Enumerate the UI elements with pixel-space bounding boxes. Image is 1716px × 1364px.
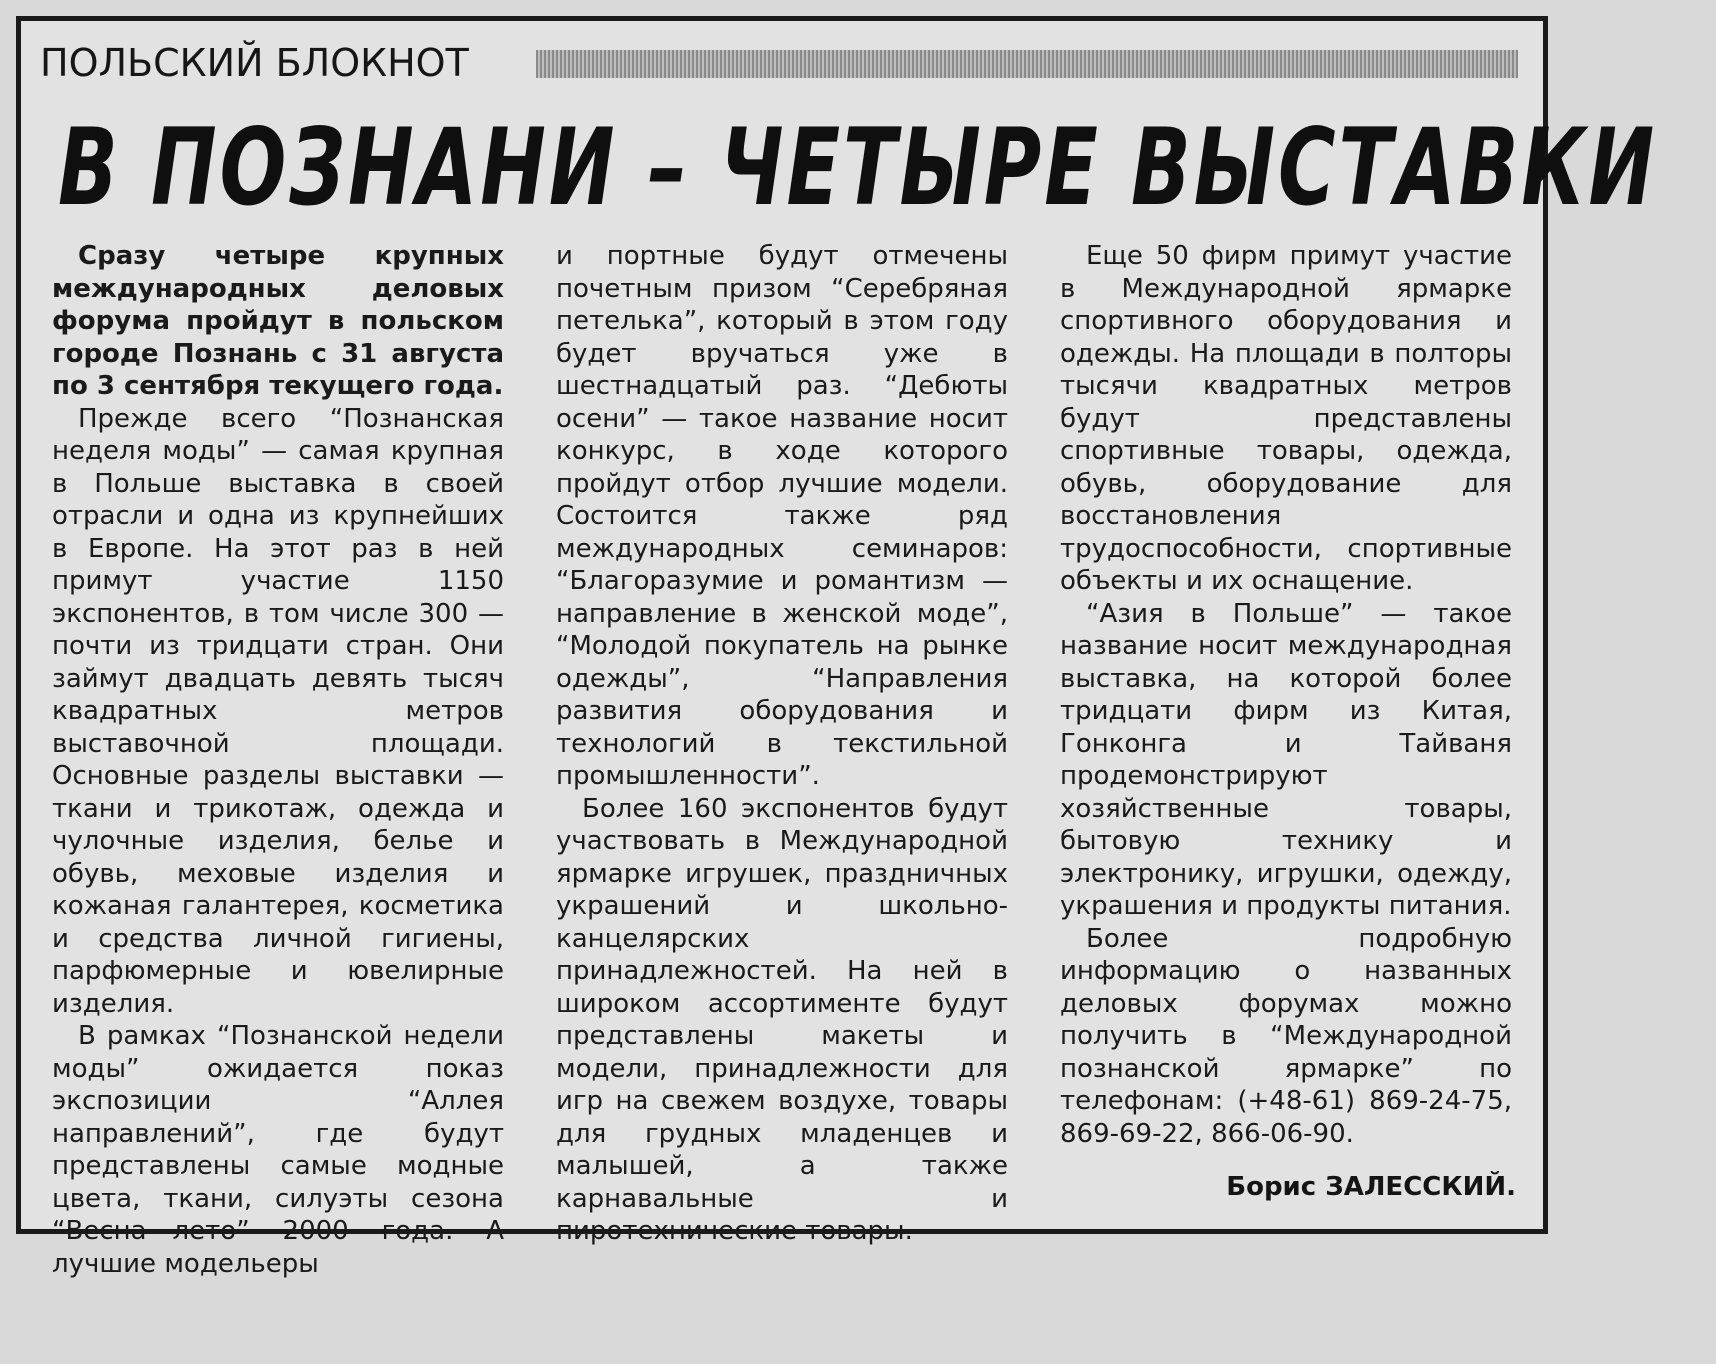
author-byline: Борис ЗАЛЕССКИЙ.	[1226, 1172, 1516, 1202]
paragraph-toys-fair: Более 160 экспонентов будут участвовать в Международной ярмарке игрушек, праздничных украшений и школьно-канцелярских принадлежностей. На ней в широком ассортименте будут представлены макеты и модели, принадлежности для игр на свежем воздухе, товары для грудных младенцев и малышей, а также карнавальные и пиротехнические товары.	[556, 793, 1008, 1246]
paragraph-fashion-week: Прежде всего “Познанская неделя моды” — самая крупная в Польше выставка в своей отрасли и одна из крупнейших в Европе. На этот раз в ней примут участие 1150 экспонентов, в том числе 300 — почти из тридцати стран. Они займут двадцать девять тысяч квадратных метров выставочной площади. Основные разделы выставки — ткани и трикотаж, одежда и чулочные изделия, белье и обувь, меховые изделия и кожаная галантерея, косметика и средства личной гигиены, парфюмерные и ювелирные изделия.	[52, 403, 504, 1019]
column-2	[556, 240, 1008, 1248]
paragraph-contact-info: Более подробную информацию о названных деловых форумах можно получить в “Международной познанской ярмарке” по телефонам: (+48-61) 869-24-75, 869-69-22, 866-06-90.	[1060, 923, 1512, 1149]
lead-paragraph: Сразу четыре крупных международных деловых форума пройдут в польском городе Познань с 31 августа по 3 сентября текущего года.	[52, 241, 504, 401]
column-1	[52, 240, 504, 1280]
rubric-title: ПОЛЬСКИЙ БЛОКНОТ	[40, 41, 469, 85]
paragraph-asia-in-poland: “Азия в Польше” — такое название носит международная выставка, на которой более тридцати фирм из Китая, Гонконга и Тайваня продемонстрируют хозяйственные товары, бытовую технику и электронику, игрушки, одежду, украшения и продукты питания.	[1060, 598, 1512, 921]
paragraph-silver-loop-continued: и портные будут отмечены почетным призом “Серебряная петелька”, который в этом году будет вручаться уже в шестнадцатый раз. “Дебюты осени” — такое название носит конкурс, в ходе которого пройдут отбор лучшие модели. Состоится также ряд международных семинаров: “Благоразумие и романтизм — направление в женской моде”, “Молодой покупатель на рынке одежды”, “Направления развития оборудования и технологий в текстильной промышленности”.	[556, 241, 1008, 791]
column-3	[1060, 240, 1512, 1150]
paragraph-sports-fair: Еще 50 фирм примут участие в Международной ярмарке спортивного оборудования и одежды. На площади в полторы тысячи квадратных метров будут представлены спортивные товары, одежда, обувь, оборудование для восстановления трудоспособности, спортивные объекты и их оснащение.	[1060, 241, 1512, 596]
rubric-bar	[536, 50, 1518, 78]
paragraph-alley-of-directions: В рамках “Познанской недели моды” ожидается показ экспозиции “Аллея направлений”, где будут представлены самые модные цвета, ткани, силуэты сезона “Весна—лето” 2000 года. А лучшие модельеры	[52, 1021, 504, 1279]
headline: В ПОЗНАНИ – ЧЕТЫРЕ ВЫСТАВКИ	[58, 106, 1658, 229]
